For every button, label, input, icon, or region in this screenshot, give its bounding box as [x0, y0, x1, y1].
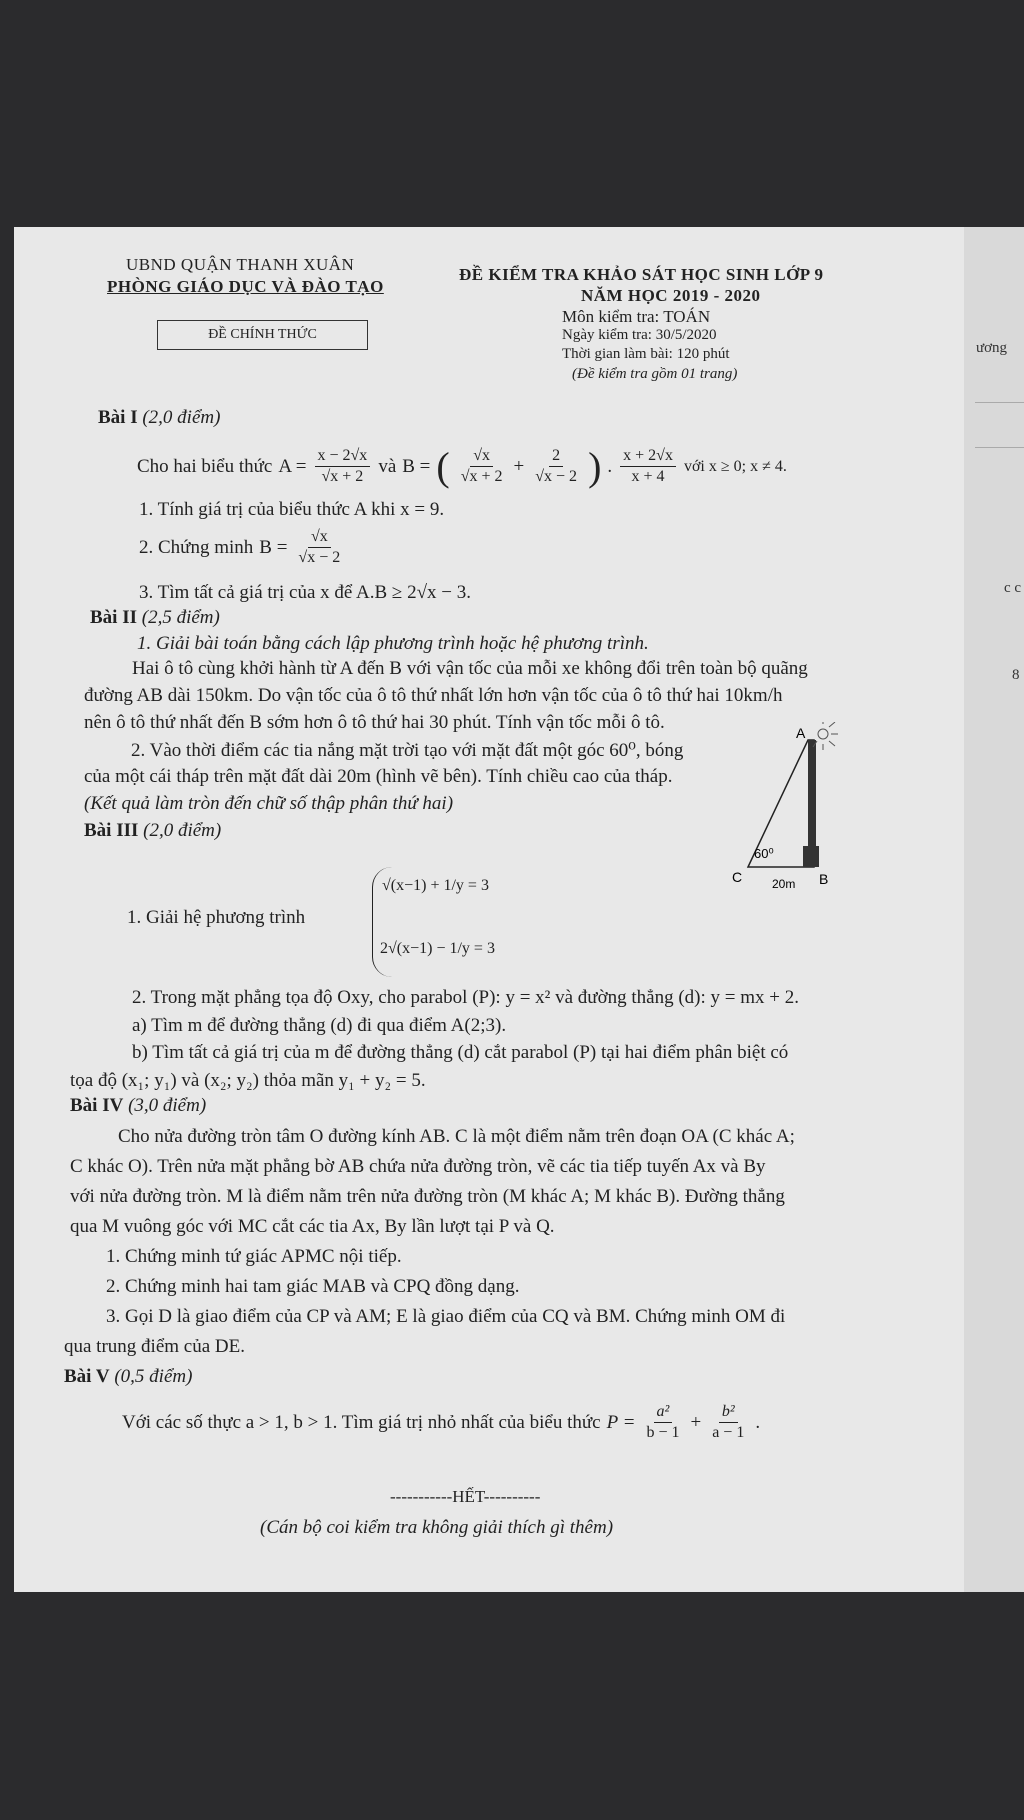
bai1-q3: 3. Tìm tất cả giá trị của x để A.B ≥ 2√x − 3.: [139, 582, 471, 603]
header-date: Ngày kiểm tra: 30/5/2020: [562, 327, 717, 343]
header-left-line2: PHÒNG GIÁO DỤC VÀ ĐÀO TẠO: [107, 277, 384, 296]
bai3-q2: 2. Trong mặt phẳng tọa độ Oxy, cho parabol (P): y = x² và đường thẳng (d): y = mx + 2.: [132, 987, 799, 1008]
bai4-q1: 1. Chứng minh tứ giác APMC nội tiếp.: [106, 1246, 402, 1267]
bai4-heading: Bài IV (3,0 điểm): [70, 1095, 207, 1116]
bai2-p1-heading: 1. Giải bài toán bằng cách lập phương trình hoặc hệ phương trình.: [137, 633, 649, 654]
edge-rule: [975, 447, 1024, 448]
bai2-p2-note: (Kết quả làm tròn đến chữ số thập phân thứ hai): [84, 793, 454, 814]
bai2-p1-line2: đường AB dài 150km. Do vận tốc của ô tô thứ nhất lớn hơn vận tốc của ô tô thứ hai 10km/h: [84, 685, 783, 706]
edge-text-2: c c: [1004, 580, 1022, 596]
bai3-q1: 1. Giải hệ phương trình: [127, 907, 306, 928]
fig-label-A: A: [796, 725, 806, 741]
adjacent-page-edge: [964, 227, 1024, 1592]
bai3-q2b-line1: b) Tìm tất cả giá trị của m để đường thẳng (d) cắt parabol (P) tại hai điểm phân biệt có: [132, 1042, 789, 1063]
header-subject: Môn kiểm tra: TOÁN: [562, 307, 711, 326]
bai3-q2a: a) Tìm m để đường thẳng (d) đi qua điểm A(2;3).: [132, 1015, 507, 1036]
bai2-heading: Bài II (2,5 điểm): [90, 607, 220, 628]
bai4-q2: 2. Chứng minh hai tam giác MAB và CPQ đồng dạng.: [106, 1276, 520, 1297]
exam-paper: [14, 227, 964, 1592]
edge-rule: [975, 402, 1024, 403]
bai2-p1-line3: nên ô tô thứ nhất đến B sớm hơn ô tô thứ hai 30 phút. Tính vận tốc mỗi ô tô.: [84, 712, 665, 733]
bai5-heading: Bài V (0,5 điểm): [64, 1366, 193, 1387]
official-box: ĐỀ CHÍNH THỨC: [157, 320, 368, 350]
fig-label-C: C: [732, 869, 743, 885]
header-left-line1: UBND QUẬN THANH XUÂN: [126, 255, 355, 274]
bai4-line1: Cho nửa đường tròn tâm O đường kính AB. C là một điểm nằm trên đoạn OA (C khác A;: [118, 1126, 795, 1147]
footer-note: (Cán bộ coi kiểm tra không giải thích gì thêm): [260, 1517, 614, 1538]
header-right-line2: NĂM HỌC 2019 - 2020: [581, 286, 761, 305]
bai2-p2-line2: của một cái tháp trên mặt đất dài 20m (hình vẽ bên). Tính chiều cao của tháp.: [84, 766, 673, 787]
bai4-line3: với nửa đường tròn. M là điểm nằm trên nửa đường tròn (M khác A; M khác B). Đường thẳng: [70, 1186, 785, 1207]
sun-icon: [813, 722, 838, 750]
bai4-q3-line2: qua trung điểm của DE.: [64, 1336, 245, 1357]
bai4-line2: C khác O). Trên nửa mặt phẳng bờ AB chứa nửa đường tròn, vẽ các tia tiếp tuyến Ax và By: [70, 1156, 766, 1177]
bai1-expressions: Cho hai biểu thức A = $\frac{x - 2√x}{√x + 2}$ và B = ( $\frac{√x}{√x + 2}$ + $\frac{2}{√x - 2}$ ) . $\frac{x + 2√x}{x + 4}$ với x ≥ 0; x ≠ 4.: [137, 444, 787, 489]
bai3-eq2: 2√(x−1) − 1/y = 3: [380, 940, 495, 957]
header-pages-note: (Đề kiểm tra gồm 01 trang): [572, 366, 738, 382]
footer-end: -----------HẾT----------: [390, 1487, 541, 1506]
bai3-heading: Bài III (2,0 điểm): [84, 820, 222, 841]
header-right-line1: ĐỀ KIỂM TRA KHẢO SÁT HỌC SINH LỚP 9: [459, 265, 824, 284]
tower-base: [803, 846, 819, 867]
bai4-line4: qua M vuông góc với MC cắt các tia Ax, By lần lượt tại P và Q.: [70, 1216, 555, 1237]
edge-text-3: 8: [1012, 667, 1020, 683]
fig-length: 20m: [772, 877, 796, 891]
fig-angle: 60⁰: [754, 846, 774, 861]
bai1-q2: 2. Chứng minh B = $\frac{√x}{√x - 2}$: [139, 528, 341, 566]
bai3-q2b-line2: tọa độ (x₁; y₁) và (x₂; y₂) thỏa mãn y₁ + y₂ = 5.: [70, 1070, 426, 1091]
fig-label-B: B: [819, 871, 829, 887]
bai1-heading: Bài I (2,0 điểm): [98, 407, 221, 428]
bai1-q1: 1. Tính giá trị của biểu thức A khi x = 9.: [139, 499, 445, 520]
bai5-text: Với các số thực a > 1, b > 1. Tìm giá trị nhỏ nhất của biểu thức P = $\frac{\text{a²}}{b - 1}$ + $\frac{\text{b²}}{a - 1}$ .: [122, 1403, 761, 1441]
tower-figure: [714, 722, 894, 897]
bai2-p2-line1: 2. Vào thời điểm các tia nắng mặt trời tạo với mặt đất một góc 60⁰, bóng: [131, 740, 684, 761]
bai4-q3-line1: 3. Gọi D là giao điểm của CP và AM; E là giao điểm của CQ và BM. Chứng minh OM đi: [106, 1306, 786, 1327]
bai2-p1-line1: Hai ô tô cùng khởi hành từ A đến B với vận tốc của mỗi xe không đổi trên toàn bộ quãng: [132, 658, 808, 679]
bai3-eq1: √(x−1) + 1/y = 3: [382, 877, 489, 894]
edge-text-1: ương: [976, 340, 1008, 356]
header-duration: Thời gian làm bài: 120 phút: [562, 346, 730, 362]
